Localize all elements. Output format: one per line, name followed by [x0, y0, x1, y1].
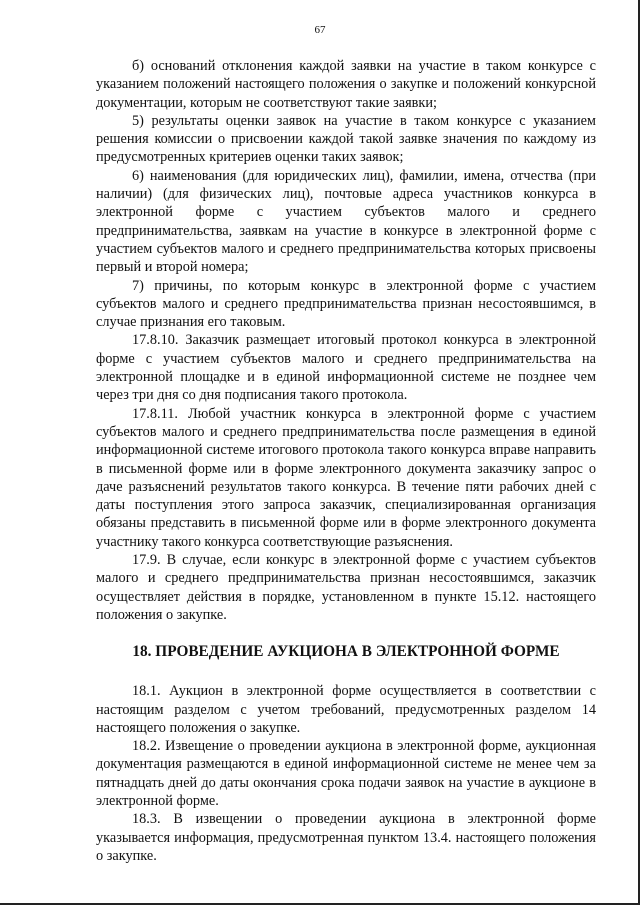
paragraph-18-3: 18.3. В извещении о проведении аукциона в электронной форме указывается информация, предусмотренная пунктом 13.4. настоящего положения о закупке. [96, 811, 596, 864]
page-number: 67 [314, 24, 326, 36]
paragraph-item-5: 5) результаты оценки заявок на участие в таком конкурсе с указанием решения комиссии о присвоении каждой такой заявке значения по каждому из предусмотренных критериев оценки таких заявок; [96, 112, 596, 166]
paragraph-18-1: 18.1. Аукцион в электронной форме осуществляется в соответствии с настоящим разделом с учетом требований, предусмотренных разделом 14 настоящего положения о закупке. [96, 683, 596, 736]
paragraph-17-8-11: 17.8.11. Любой участник конкурса в электронной форме с участием субъектов малого и среднего предпринимательства после размещения в единой информационной системе итогового протокола такого конкурса вправе направить в письменной форме или в форме электронного документа заказчику запрос о даче разъяснений результатов такого конкурса. В течение пяти рабочих дней с даты поступления этого запроса заказчик, специализированная организация обязаны представить в письменной форме или в форме электронного документа участнику такого конкурса соответствующие разъяснения. [96, 405, 596, 550]
paragraph-17-8-10: 17.8.10. Заказчик размещает итоговый протокол конкурса в электронной форме с участием субъектов малого и среднего предпринимательства на электронной площадке и в единой информационной системе не позднее чем через три дня со дня подписания такого протокола. [96, 332, 596, 404]
paragraph-18-2: 18.2. Извещение о проведении аукциона в электронной форме, аукционная документация размещаются в единой информационной системе не менее чем за пятнадцать дней до даты окончания срока подачи заявок на участие в аукционе в электронной форме. [96, 738, 596, 809]
paragraph-item-7: 7) причины, по которым конкурс в электронной форме с участием субъектов малого и среднего предпринимательства признан несостоявшимся, в случае признания его таковым. [96, 277, 596, 331]
paragraph-17-9: 17.9. В случае, если конкурс в электронной форме с участием субъектов малого и среднего предпринимательства признан несостоявшимся, заказчик осуществляет действия в порядке, установленном в пункте 15.12. настоящего положения о закупке. [96, 552, 596, 623]
paragraph-6b: б) оснований отклонения каждой заявки на участие в таком конкурсе с указанием положений настоящего положения о закупке и положений конкурсной документации, которым не соответствуют такие заявки; [96, 58, 596, 111]
section-heading: 18. ПРОВЕДЕНИЕ АУКЦИОНА В ЭЛЕКТРОННОЙ ФОРМЕ [132, 643, 560, 661]
paragraph-item-6: 6) наименования (для юридических лиц), фамилии, имена, отчества (при наличии) (для физических лиц), почтовые адреса участников конкурса в электронной форме с участием субъектов малого и среднего предпринимательства, заявкам на участие в конкурсе в электронной форме с участием субъектов малого и среднего предпринимательства которых присвоены первый и второй номера; [96, 167, 596, 276]
document-body [96, 57, 596, 865]
